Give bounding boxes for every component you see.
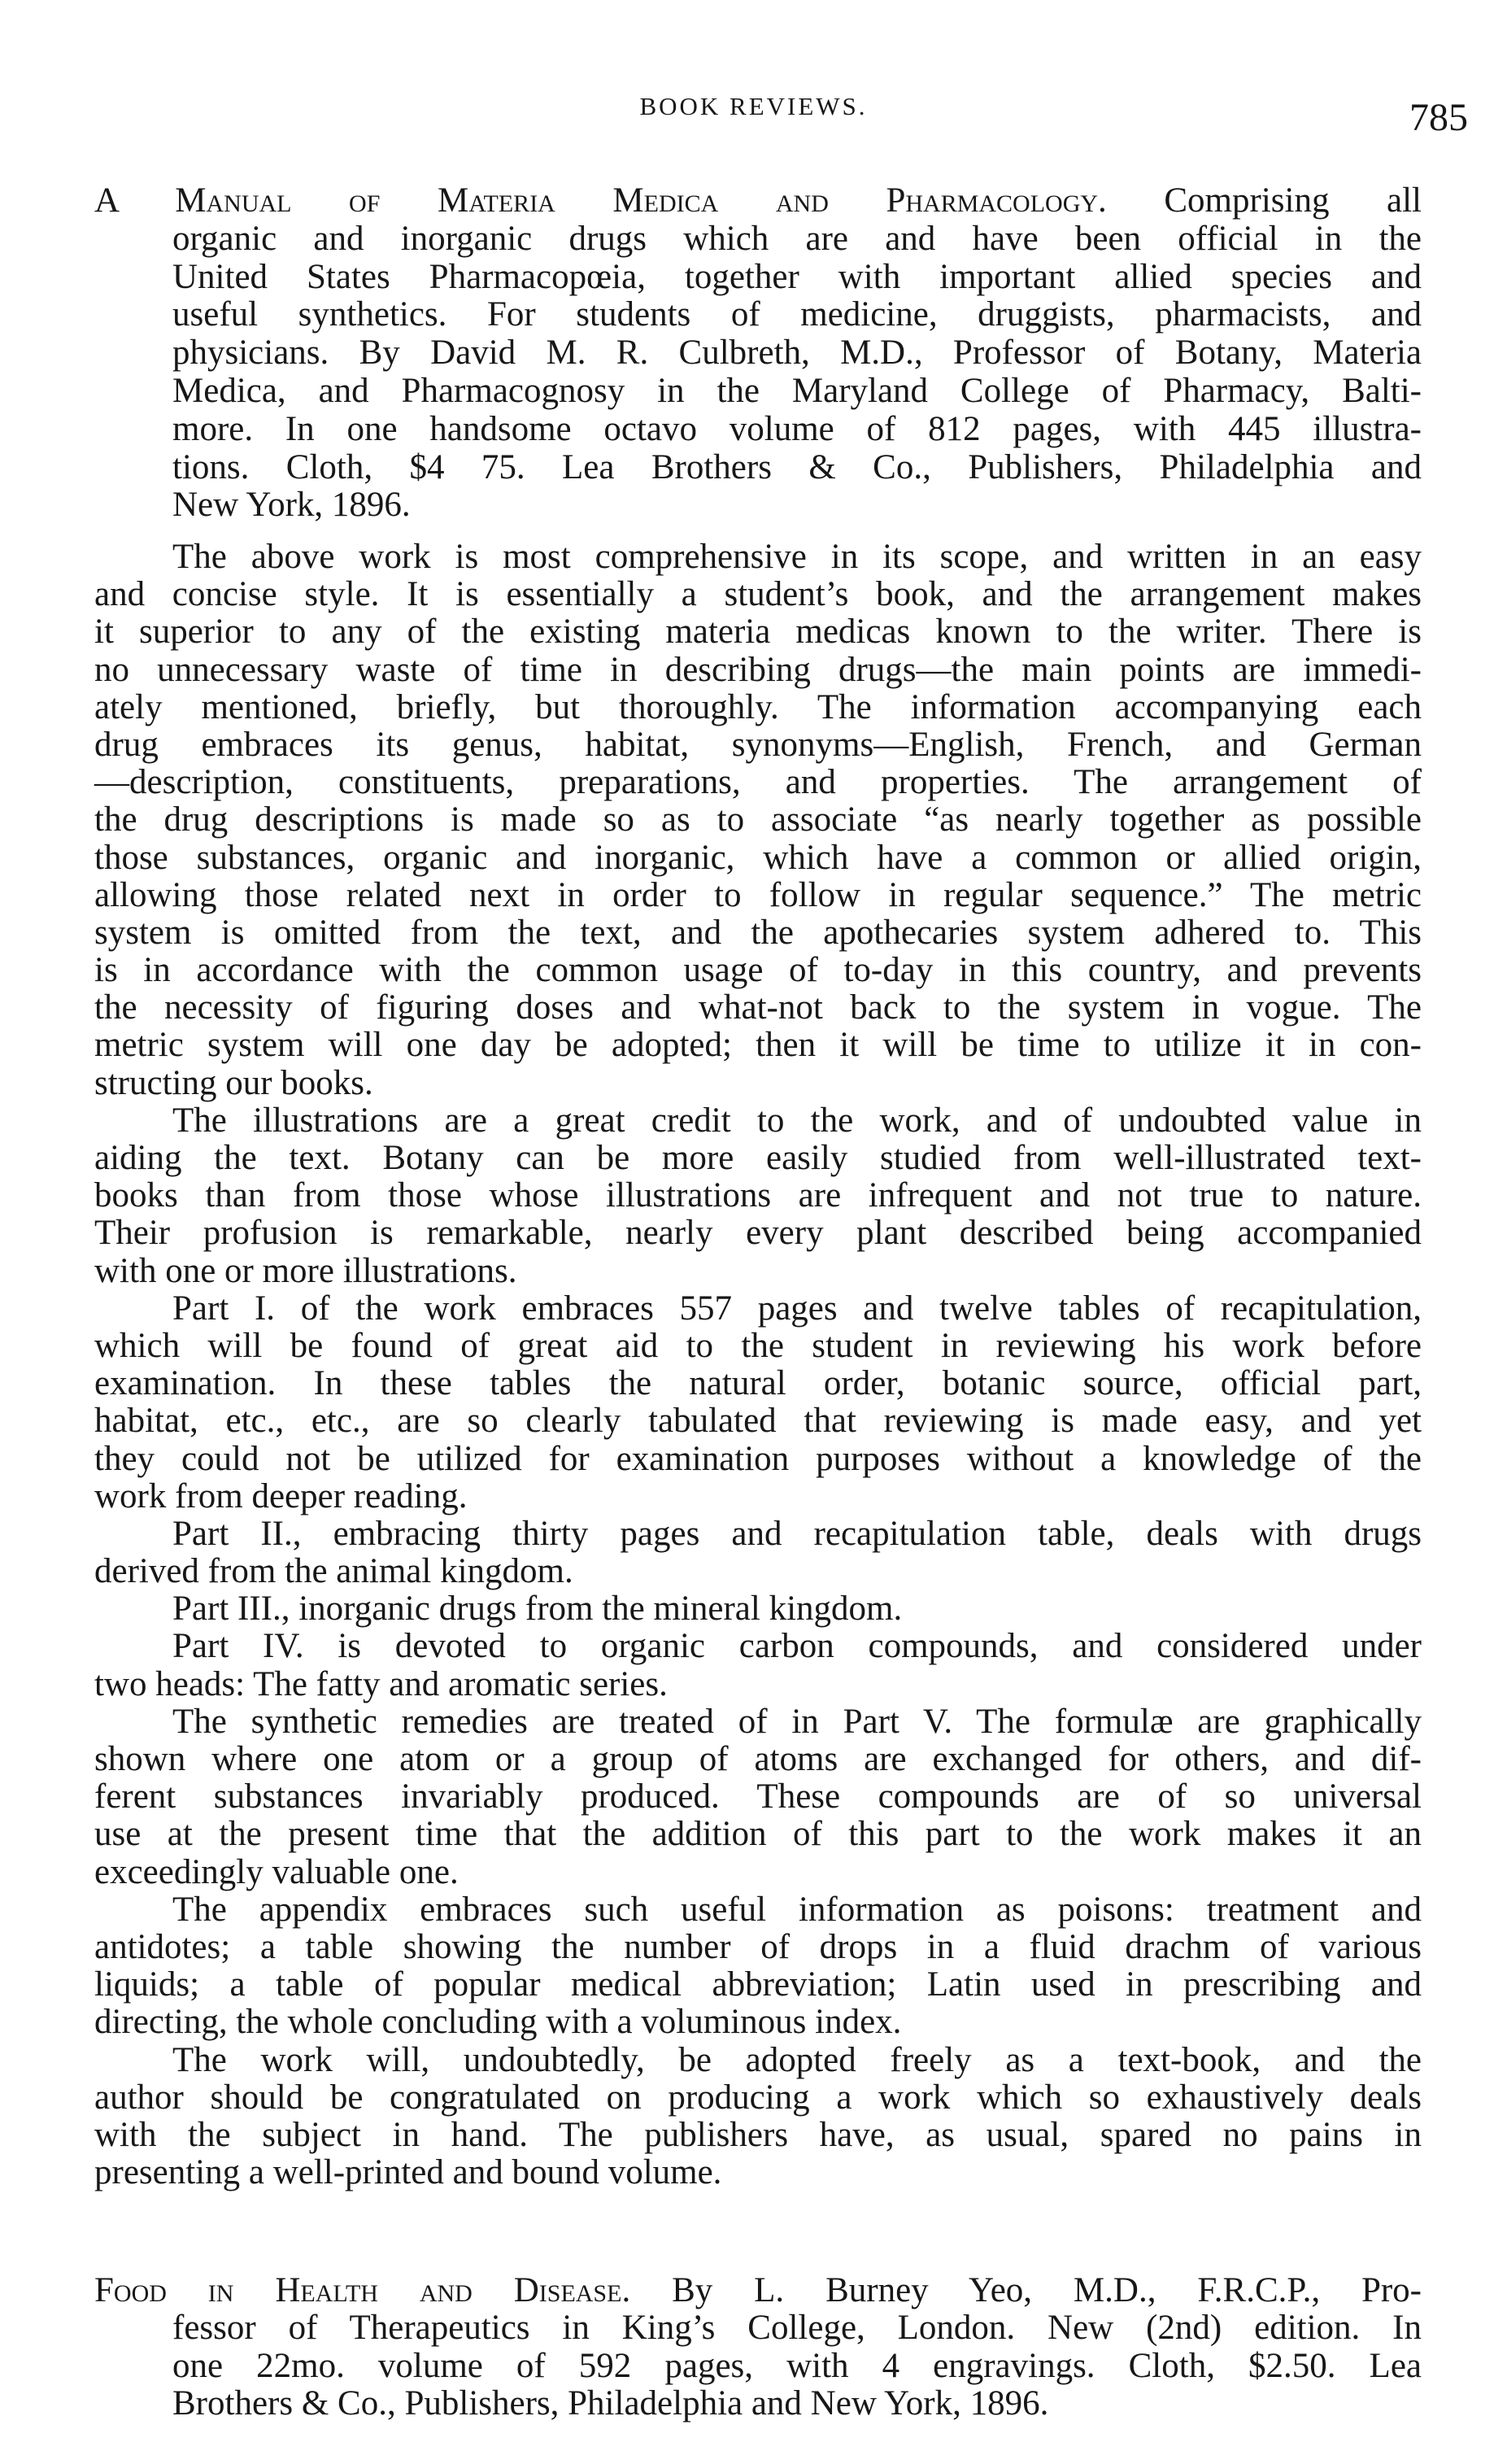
review-2-line: fessor of Therapeutics in King’s College, London. New (2nd) edition. In [172, 2309, 1422, 2348]
body-line: Part IV. is devoted to organic carbon compounds, and considered under [172, 1627, 1422, 1666]
review-1-line-text: Comprising all [1164, 181, 1422, 220]
body-line: Their profusion is remarkable, nearly every plant described being accompanied [94, 1214, 1422, 1253]
paragraph-2 [94, 1102, 1422, 1290]
body-line: the drug descriptions is made so as to associate “as nearly together as possible [94, 800, 1422, 840]
body-line: exceedingly valuable one. [94, 1852, 459, 1891]
body-line: Part II., embracing thirty pages and recapitulation table, deals with drugs [172, 1514, 1422, 1553]
body-line: shown where one atom or a group of atoms are exchanged for others, and dif- [94, 1740, 1422, 1778]
body-line: system is omitted from the text, and the apothecaries system adhered to. This [94, 913, 1422, 952]
body-line: drug embraces its genus, habitat, synonyms—English, French, and German [94, 725, 1422, 764]
body-line: use at the present time that the addition of this part to the work makes it an [94, 1815, 1422, 1854]
body-line: author should be congratulated on producing a work which so exhaustively deals [94, 2078, 1422, 2117]
body-line: —description, constituents, preparations, and properties. The arrangement of [94, 763, 1422, 802]
body-line: no unnecessary waste of time in describing drugs—the main points are immedi- [94, 650, 1422, 689]
review-1-line: useful synthetics. For students of medicine, druggists, pharmacists, and [172, 295, 1422, 334]
body-line: antidotes; a table showing the number of drops in a fluid drachm of various [94, 1927, 1422, 1966]
review-2-citation [94, 2272, 1422, 2423]
body-line: the necessity of figuring doses and what-not back to the system in vogue. The [94, 988, 1422, 1027]
review-1-line: physicians. By David M. R. Culbreth, M.D., Professor of Botany, Materia [172, 334, 1422, 373]
review-1-title: A Manual of Materia Medica and Pharmacology. [94, 181, 1107, 220]
review-1-line: tions. Cloth, $4 75. Lea Brothers & Co., Publishers, Philadelphia and [172, 447, 1422, 486]
paragraph-7 [94, 1703, 1422, 1891]
review-1-line: New York, 1896. [172, 486, 411, 525]
body-line: books than from those whose illustrations are infrequent and not true to nature. [94, 1176, 1422, 1215]
body-line: metric system will one day be adopted; then it will be time to utilize it in con- [94, 1026, 1422, 1065]
body-line: is in accordance with the common usage of to-day in this country, and prevents [94, 951, 1422, 990]
body-line: they could not be utilized for examination purposes without a knowledge of the [94, 1439, 1422, 1478]
body-line: with one or more illustrations. [94, 1251, 517, 1290]
body-line: The synthetic remedies are treated of in Part V. The formulæ are graphically [172, 1702, 1422, 1741]
review-2-title: Food in Health and Disease. [94, 2271, 631, 2309]
body-line: habitat, etc., etc., are so clearly tabulated that reviewing is made easy, and yet [94, 1402, 1422, 1441]
review-1-citation [94, 182, 1422, 525]
running-title: BOOK REVIEWS. [639, 92, 868, 120]
paragraph-5 [94, 1590, 1422, 1628]
review-1-line [94, 182, 1422, 220]
body-line: work from deeper reading. [94, 1476, 468, 1515]
body-line: directing, the whole concluding with a voluminous index. [94, 2003, 902, 2042]
body-line: those substances, organic and inorganic, which have a common or allied origin, [94, 838, 1422, 877]
review-1-line: more. In one handsome octavo volume of 812 pages, with 445 illustra- [172, 409, 1422, 448]
body-line: allowing those related next in order to follow in regular sequence.” The metric [94, 875, 1422, 914]
body-line: ately mentioned, briefly, but thoroughly. The information accompanying each [94, 687, 1422, 726]
body-line: The appendix embraces such useful information as poisons: treatment and [172, 1890, 1422, 1929]
paragraph-8 [94, 1891, 1422, 2042]
paragraph-6 [94, 1628, 1422, 1703]
body-line: derived from the animal kingdom. [94, 1552, 573, 1591]
paragraph-4 [94, 1515, 1422, 1590]
paragraph-3 [94, 1290, 1422, 1515]
body-line: which will be found of great aid to the student in reviewing his work before [94, 1326, 1422, 1365]
review-1-line: organic and inorganic drugs which are and have been official in the [172, 219, 1422, 258]
body-line: The above work is most comprehensive in its scope, and written in an easy [172, 538, 1422, 576]
review-2-line-text: By L. Burney Yeo, M.D., F.R.C.P., Pro- [672, 2271, 1422, 2309]
body-line: The work will, undoubtedly, be adopted freely as a text-book, and the [172, 2040, 1422, 2079]
body-line: aiding the text. Botany can be more easily studied from well-illustrated text- [94, 1139, 1422, 1177]
body-line: and concise style. It is essentially a student’s book, and the arrangement makes [94, 575, 1422, 614]
review-1-line: Medica, and Pharmacognosy in the Maryland College of Pharmacy, Balti- [172, 371, 1422, 410]
review-2-line: one 22mo. volume of 592 pages, with 4 engravings. Cloth, $2.50. Lea [172, 2346, 1422, 2385]
paragraph-9 [94, 2042, 1422, 2192]
body-line: Part I. of the work embraces 557 pages and twelve tables of recapitulation, [172, 1289, 1422, 1328]
page-number: 785 [1409, 96, 1468, 139]
body-line: presenting a well-printed and bound volume. [94, 2153, 722, 2192]
review-2-line [94, 2272, 1422, 2309]
paragraph-1 [94, 539, 1422, 1102]
body-line: Part III., inorganic drugs from the mineral kingdom. [172, 1590, 903, 1629]
body-line: it superior to any of the existing materia medicas known to the writer. There is [94, 613, 1422, 652]
body-line: two heads: The fatty and aromatic series. [94, 1664, 668, 1703]
body-line: examination. In these tables the natural order, botanic source, official part, [94, 1364, 1422, 1403]
body-line: liquids; a table of popular medical abbreviation; Latin used in prescribing and [94, 1965, 1422, 2004]
body-line: ferent substances invariably produced. These compounds are of so universal [94, 1777, 1422, 1816]
body-line: The illustrations are a great credit to the work, and of undoubted value in [172, 1101, 1422, 1140]
review-2-line: Brothers & Co., Publishers, Philadelphia and New York, 1896. [172, 2383, 1049, 2423]
body-line: structing our books. [94, 1063, 373, 1102]
review-1-line: United States Pharmacopœia, together with important allied species and [172, 257, 1422, 296]
review-body [94, 539, 1422, 2191]
body-line: with the subject in hand. The publishers have, as usual, spared no pains in [94, 2115, 1422, 2154]
